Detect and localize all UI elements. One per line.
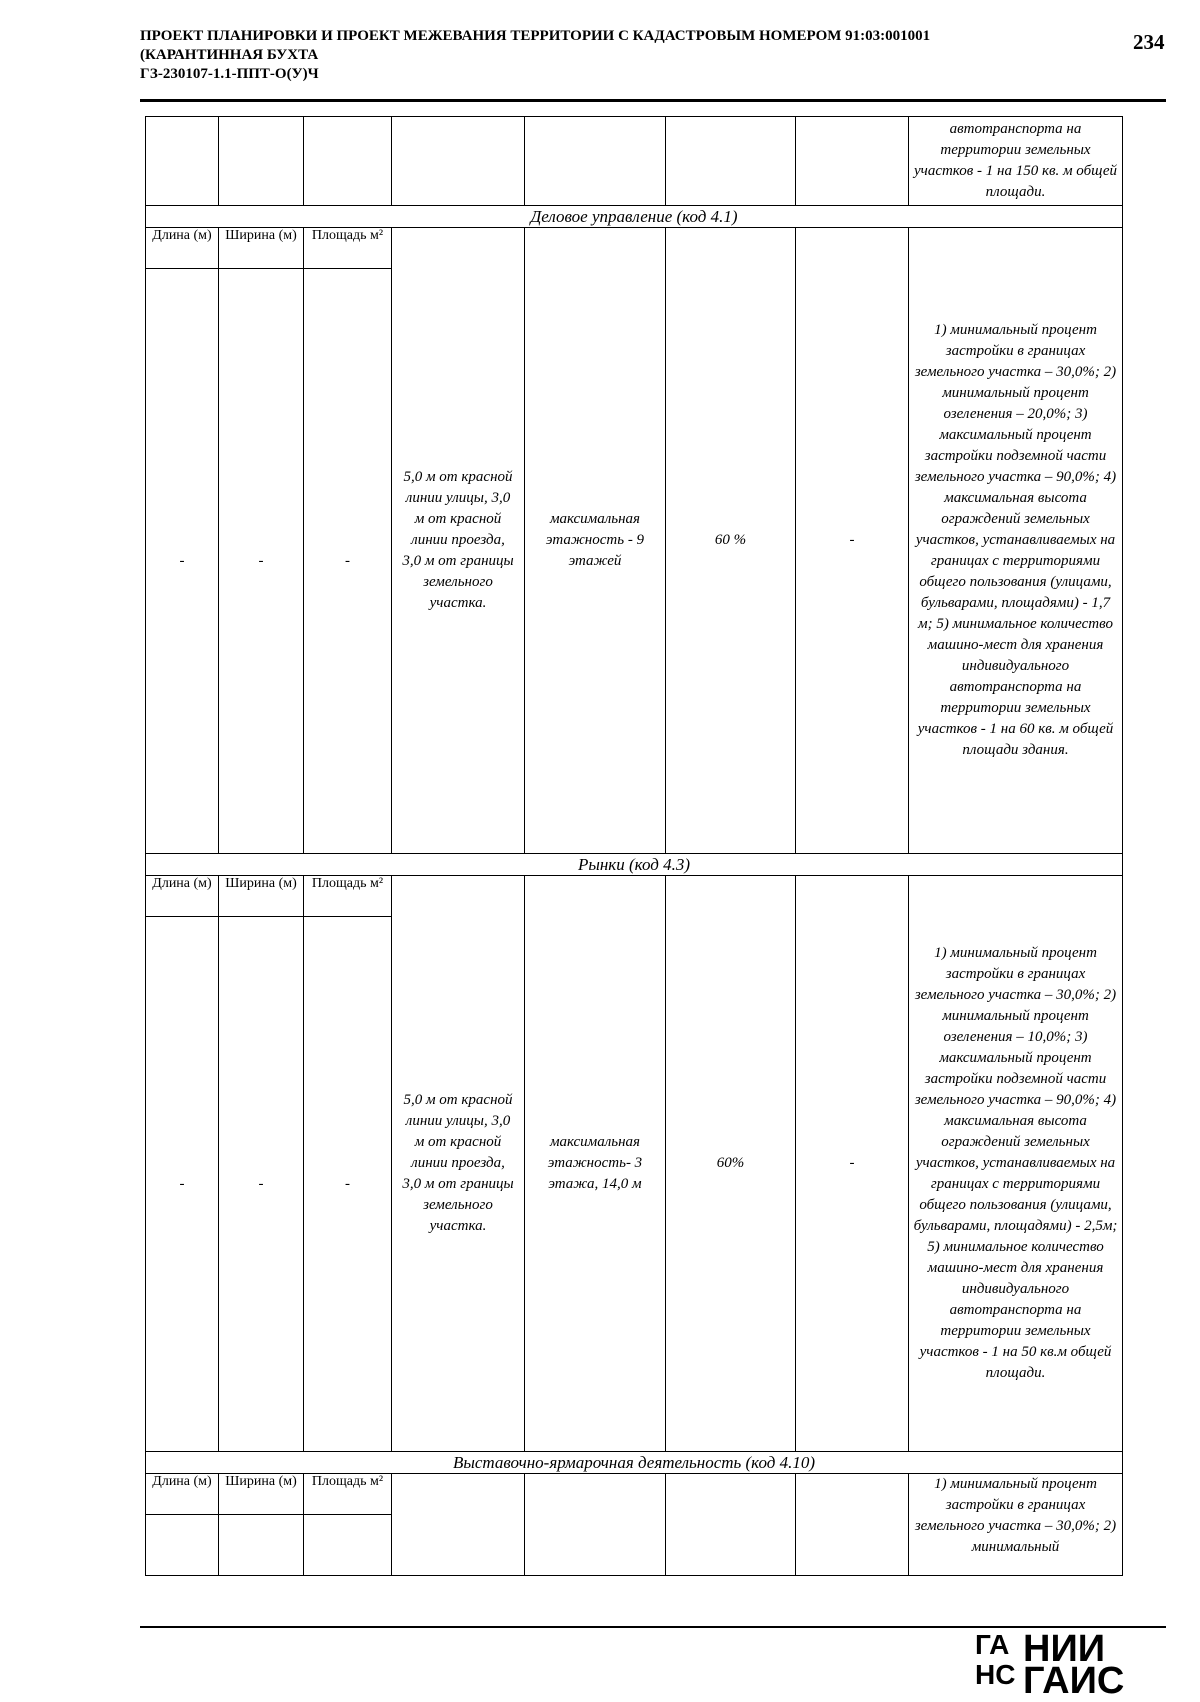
section-row bbox=[146, 854, 1123, 876]
table-row bbox=[146, 228, 1123, 269]
header-rule bbox=[140, 99, 1166, 102]
width-value: - bbox=[219, 917, 304, 1452]
zoning-parameters-table bbox=[145, 116, 1123, 1576]
coverage-cell: 60% bbox=[666, 876, 796, 1452]
width-header: Ширина (м) bbox=[219, 228, 304, 269]
table-row bbox=[146, 876, 1123, 917]
floors-cell: максимальная этажность - 9 этажей bbox=[525, 228, 666, 854]
section-row bbox=[146, 1452, 1123, 1474]
length-value: - bbox=[146, 917, 219, 1452]
width-header: Ширина (м) bbox=[219, 876, 304, 917]
setback-cell: 5,0 м от красной линии улицы, 3,0 м от красной линии проезда, 3,0 м от границы земельного участка. bbox=[392, 228, 525, 854]
floors-cell: максимальная этажность- 3 этажа, 14,0 м bbox=[525, 876, 666, 1452]
area-value: - bbox=[304, 269, 392, 854]
coverage-cell: 60 % bbox=[666, 228, 796, 854]
setback-cell: 5,0 м от красной линии улицы, 3,0 м от красной линии проезда, 3,0 м от границы земельного участка. bbox=[392, 876, 525, 1452]
header-title-line-2: (КАРАНТИННАЯ БУХТА bbox=[140, 47, 319, 63]
section-row bbox=[146, 206, 1123, 228]
area-header: Площадь м² bbox=[304, 228, 392, 269]
length-header: Длина (м) bbox=[146, 228, 219, 269]
params-cell: 1) минимальный процент застройки в границах земельного участка – 30,0%; 2) минимальный процент озеленения – 10,0%; 3) максимальный процент застройки подземной части земельного участка – 90,0%; 4) максимальная высота ограждений земельных участков, устанавливаемых на границах с территориями общего пользования (улицами, бульварами, площадями) - 2,5м; 5) минимальное количество машино-мест для хранения индивидуального автотранспорта на территории земельных участков - 1 на 50 кв.м общей площади. bbox=[909, 876, 1123, 1452]
params-cell: 1) минимальный процент застройки в границах земельного участка – 30,0%; 2) минимальный bbox=[909, 1474, 1123, 1576]
length-header: Длина (м) bbox=[146, 876, 219, 917]
extra-cell: - bbox=[796, 228, 909, 854]
params-continuation: автотранспорта на территории земельных участков - 1 на 150 кв. м общей площади. bbox=[909, 117, 1123, 206]
table-row bbox=[146, 1474, 1123, 1515]
area-header: Площадь м² bbox=[304, 1474, 392, 1515]
section-title: Рынки (код 4.3) bbox=[146, 854, 1123, 876]
page-number: 234 bbox=[1133, 30, 1165, 54]
logo-text-line-2: ГАИС bbox=[1023, 1660, 1125, 1702]
length-header: Длина (м) bbox=[146, 1474, 219, 1515]
header-title-line-1: ПРОЕКТ ПЛАНИРОВКИ И ПРОЕКТ МЕЖЕВАНИЯ ТЕРРИТОРИИ С КАДАСТРОВЫМ НОМЕРОМ 91:03:001001 bbox=[140, 28, 931, 44]
header-document-code: ГЗ-230107-1.1-ППТ-О(У)Ч bbox=[140, 66, 319, 82]
width-value: - bbox=[219, 269, 304, 854]
nii-gais-logo bbox=[975, 1628, 1170, 1702]
section-title: Выставочно-ярмарочная деятельность (код 4.10) bbox=[146, 1452, 1123, 1474]
extra-cell: - bbox=[796, 876, 909, 1452]
table-row bbox=[146, 117, 1123, 206]
length-value: - bbox=[146, 269, 219, 854]
params-cell: 1) минимальный процент застройки в границах земельного участка – 30,0%; 2) минимальный процент озеленения – 20,0%; 3) максимальный процент застройки подземной части земельного участка – 90,0%; 4) максимальная высота ограждений земельных участков, устанавливаемых на границах с территориями общего пользования (улицами, бульварами, площадями) - 1,7 м; 5) минимальное количество машино-мест для хранения индивидуального автотранспорта на территории земельных участков - 1 на 60 кв. м общей площади здания. bbox=[909, 228, 1123, 854]
width-header: Ширина (м) bbox=[219, 1474, 304, 1515]
footer-rule bbox=[140, 1626, 1166, 1628]
logo-text-line-1: НИИ bbox=[1023, 1628, 1106, 1670]
logo-mark: ГА НС bbox=[975, 1629, 1016, 1690]
area-value: - bbox=[304, 917, 392, 1452]
area-header: Площадь м² bbox=[304, 876, 392, 917]
section-title: Деловое управление (код 4.1) bbox=[146, 206, 1123, 228]
document-header bbox=[140, 27, 1090, 84]
